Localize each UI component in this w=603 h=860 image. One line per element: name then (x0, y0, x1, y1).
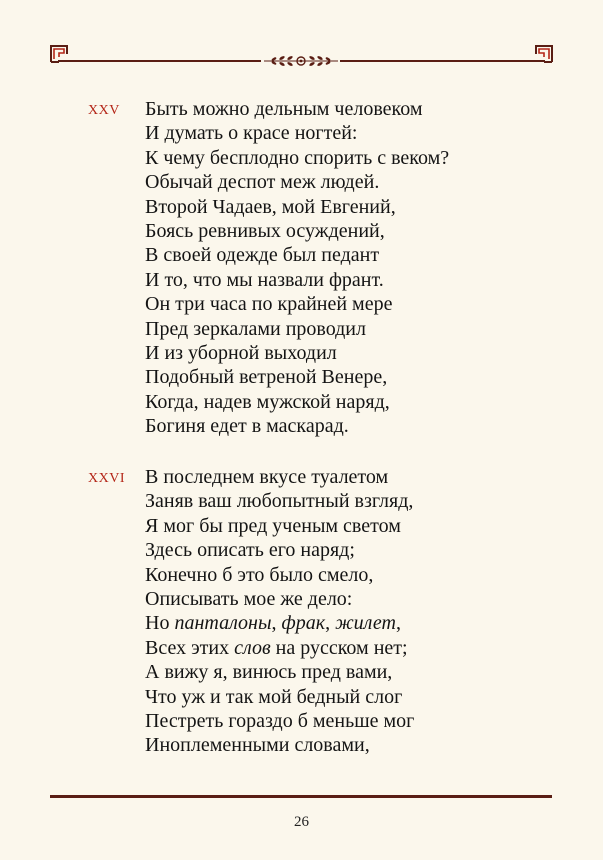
verse-line: Обычай деспот меж людей. (145, 171, 380, 194)
italic-word: жилет (335, 612, 396, 635)
verse-line: Заняв ваш любопытный взгляд, (145, 490, 414, 513)
line-text: , (271, 612, 282, 635)
verse-line: И думать о красе ногтей: (145, 122, 358, 145)
verse-line: Здесь описать его наряд; (145, 539, 355, 562)
verse-line: Иноплеменными словами, (145, 734, 370, 757)
stanza-lines (145, 97, 449, 438)
verse-line: Второй Чадаев, мой Евгений, (145, 195, 396, 218)
verse-line: Он три часа по крайней мере (145, 293, 393, 316)
stanza-number: XXV (88, 103, 120, 118)
verse-line: И то, что мы назвали франт. (145, 268, 384, 291)
line-text: на русском нет; (270, 636, 408, 659)
page-number: 26 (294, 814, 309, 830)
verse-line: Что уж и так мой бедный слог (145, 685, 403, 708)
line-text: , (395, 612, 401, 635)
verse-line: И из уборной выходил (145, 341, 337, 364)
verse-line: Подобный ветреной Венере, (145, 366, 388, 389)
stanza-lines (145, 465, 414, 758)
italic-word: панталоны (174, 612, 272, 635)
top-rule-left (58, 60, 261, 62)
verse-line: Быть можно дельным человеком (145, 98, 423, 120)
bottom-rule (50, 795, 552, 798)
italic-word: слов (234, 636, 271, 659)
verse-line: Пред зеркалами проводил (145, 317, 366, 340)
italic-word: фрак (281, 612, 326, 635)
line-text: , (325, 612, 336, 635)
verse-line: Пестреть гораздо б меньше мог (145, 709, 415, 732)
corner-ornament-icon (535, 45, 553, 63)
stanza-number: XXVI (88, 471, 125, 486)
top-rule-right (340, 60, 545, 62)
verse-line: К чему бесплодно спорить с веком? (145, 146, 450, 169)
verse-line: Конечно б это было смело, (145, 563, 374, 586)
verse-line-with-italics (145, 611, 414, 635)
verse-line: Богиня едет в маскарад. (145, 415, 349, 438)
verse-line: В последнем вкусе туалетом (145, 466, 389, 488)
floral-vine-icon (262, 52, 340, 70)
verse-line: А вижу я, винюсь пред вами, (145, 661, 393, 684)
verse-line: В своей одежде был педант (145, 244, 380, 267)
verse-line-with-italics (145, 636, 414, 660)
verse-line: Боясь ревнивых осуждений, (145, 219, 385, 242)
line-text: Всех этих (145, 636, 235, 659)
line-text: Но (145, 612, 175, 635)
verse-line: Когда, надев мужской наряд, (145, 390, 390, 413)
verse-line: Я мог бы пред ученым светом (145, 514, 401, 537)
verse-line: Описывать мое же дело: (145, 587, 353, 610)
